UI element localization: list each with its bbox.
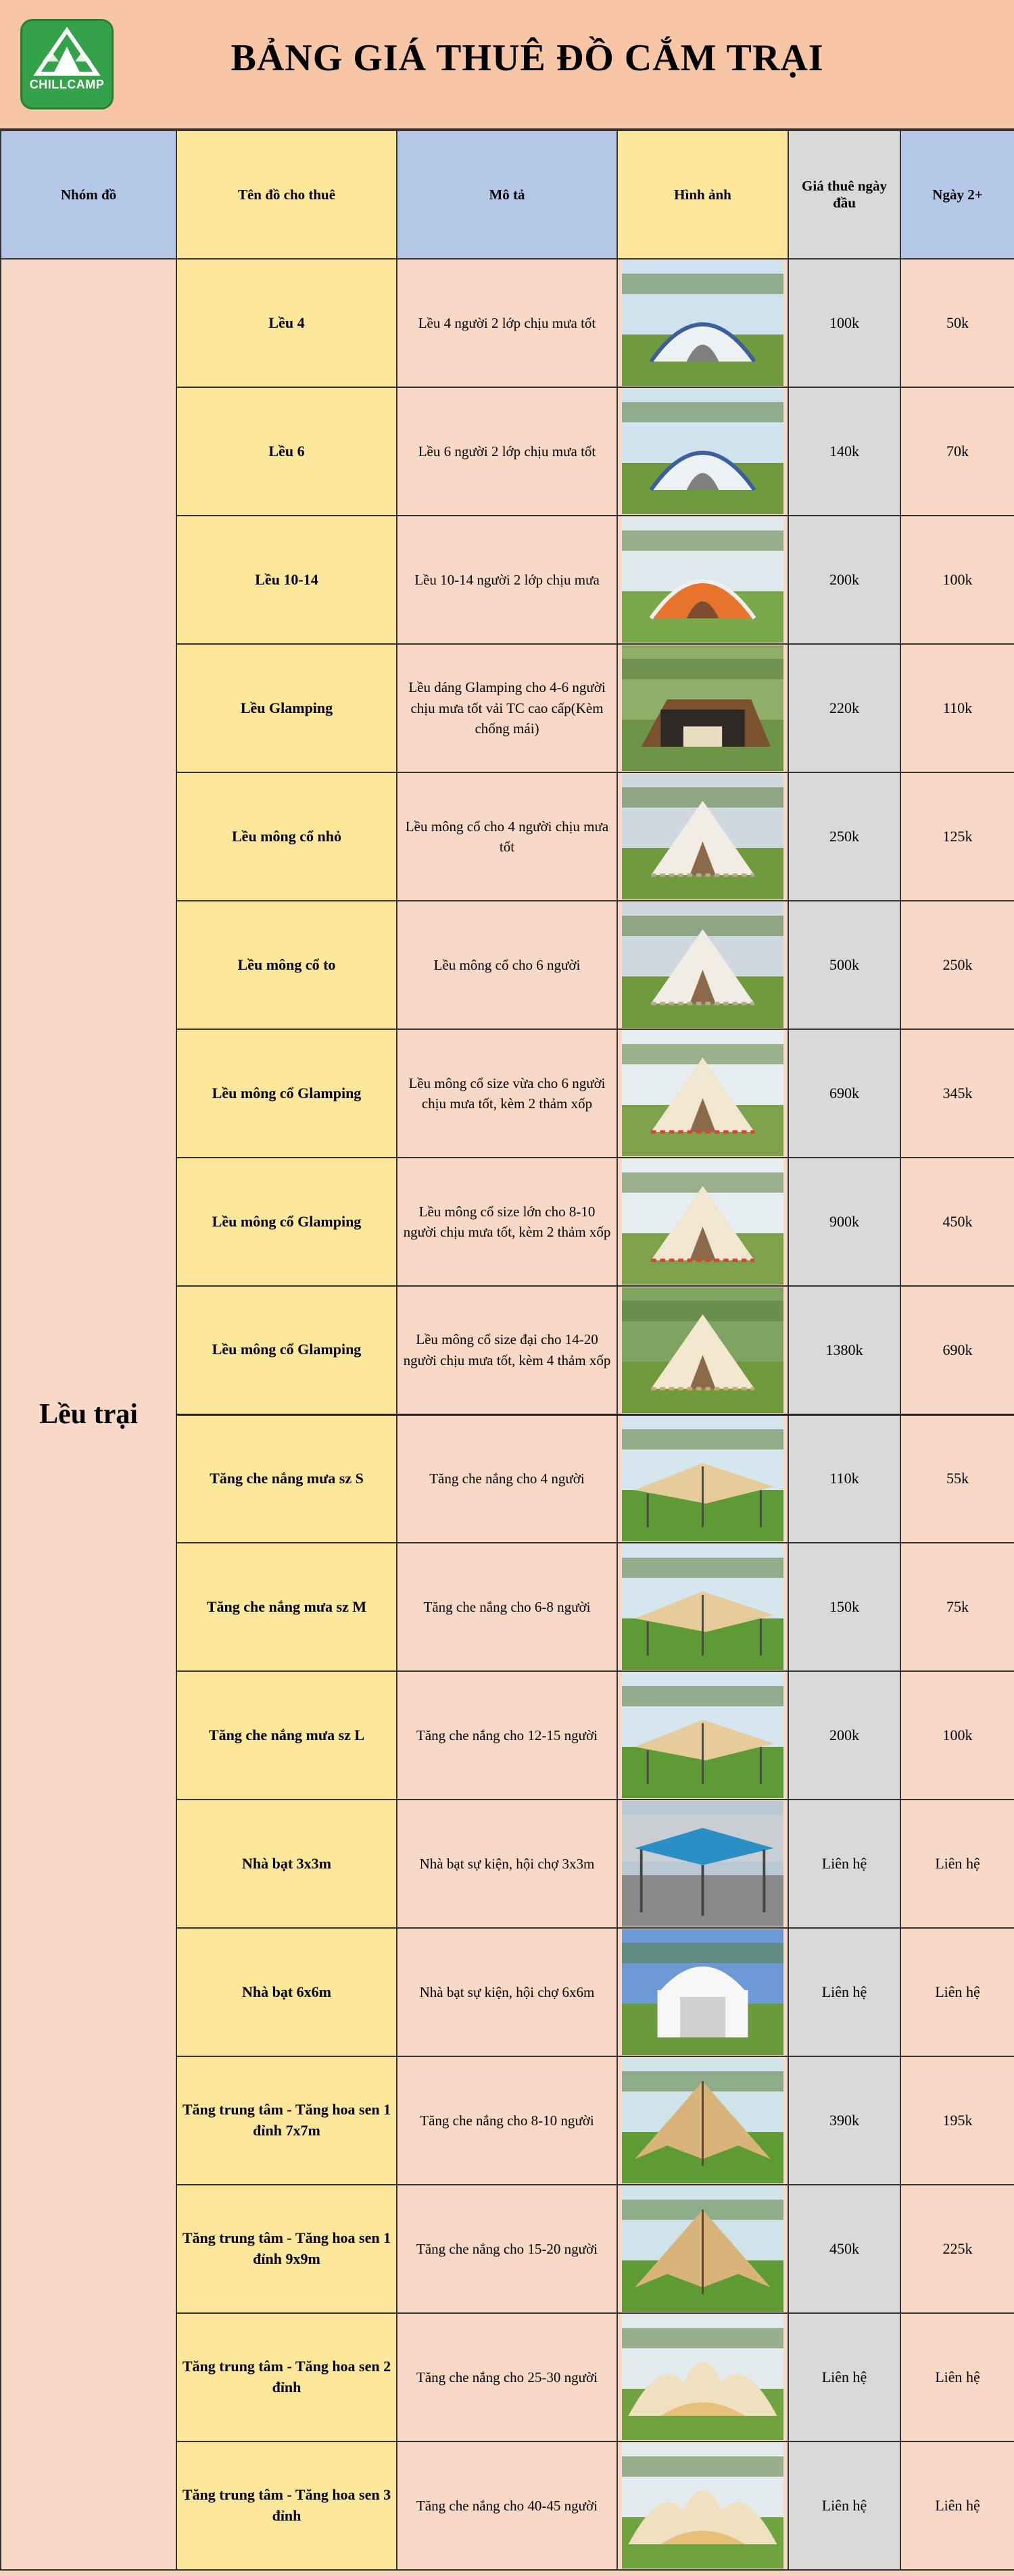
dome-tent-photo [617,259,788,387]
next-day-price: 70k [900,387,1014,516]
item-name: Lều Glamping [176,644,397,772]
tarp-photo [617,1414,788,1543]
item-name: Lều 6 [176,387,397,516]
glamping-tent-photo [617,644,788,772]
item-name: Lều mông cổ Glamping [176,1286,397,1414]
item-name: Lều mông cổ Glamping [176,1158,397,1286]
first-day-price: 110k [788,1414,900,1543]
item-description: Lều mông cổ cho 4 người chịu mưa tốt [397,772,617,901]
first-day-price: 100k [788,259,900,387]
item-description: Tăng che nắng cho 6-8 người [397,1543,617,1671]
next-day-price: 50k [900,259,1014,387]
next-day-price: 450k [900,1158,1014,1286]
item-description: Lều mông cổ cho 6 người [397,901,617,1029]
stretch-tent-photo [617,2313,788,2442]
first-day-price: 220k [788,644,900,772]
item-description: Nhà bạt sự kiện, hội chợ 3x3m [397,1800,617,1928]
item-name: Tăng trung tâm - Tăng hoa sen 2 đỉnh [176,2313,397,2442]
column-header-name: Tên đồ cho thuê [176,130,397,259]
item-description: Lều mông cổ size lớn cho 8-10 người chịu mưa tốt, kèm 2 thảm xốp [397,1158,617,1286]
first-day-price: 1380k [788,1286,900,1414]
column-header-first-day-price: Giá thuê ngày đầu [788,130,900,259]
bell-tent-decorated-photo [617,1158,788,1286]
item-name: Tăng trung tâm - Tăng hoa sen 1 đỉnh 9x9m [176,2185,397,2313]
column-header-group: Nhóm đồ [1,130,176,259]
tarp-photo [617,1543,788,1671]
item-description: Tăng che nắng cho 40-45 người [397,2442,617,2570]
next-day-price: 250k [900,901,1014,1029]
next-day-price: 110k [900,644,1014,772]
first-day-price: 150k [788,1543,900,1671]
item-name: Lều mông cổ to [176,901,397,1029]
item-name: Tăng trung tâm - Tăng hoa sen 1 đỉnh 7x7m [176,2056,397,2185]
item-description: Tăng che nắng cho 15-20 người [397,2185,617,2313]
first-day-price: 390k [788,2056,900,2185]
item-description: Lều 10-14 người 2 lớp chịu mưa [397,516,617,644]
item-name: Nhà bạt 6x6m [176,1928,397,2056]
item-description: Tăng che nắng cho 4 người [397,1414,617,1543]
first-day-price: 450k [788,2185,900,2313]
next-day-price: 125k [900,772,1014,901]
orange-tent-photo [617,516,788,644]
stretch-tent-photo [617,2442,788,2570]
next-day-price: 100k [900,1671,1014,1800]
item-description: Lều dáng Glamping cho 4-6 người chịu mưa tốt vải TC cao cấp(Kèm chống mái) [397,644,617,772]
next-day-price: Liên hệ [900,2313,1014,2442]
group-label: Lều trại [1,259,176,2570]
first-day-price: 250k [788,772,900,901]
item-name: Nhà bạt 3x3m [176,1800,397,1928]
item-name: Tăng che nắng mưa sz S [176,1414,397,1543]
item-name: Tăng che nắng mưa sz M [176,1543,397,1671]
next-day-price: 75k [900,1543,1014,1671]
pagoda-tent-photo [617,1928,788,2056]
first-day-price: 200k [788,1671,900,1800]
first-day-price: Liên hệ [788,2313,900,2442]
bell-tent-large-photo [617,1286,788,1414]
bell-tent-photo [617,772,788,901]
header-banner [0,0,1014,130]
item-description: Tăng che nắng cho 25-30 người [397,2313,617,2442]
first-day-price: 900k [788,1158,900,1286]
next-day-price: 55k [900,1414,1014,1543]
item-description: Tăng che nắng cho 12-15 người [397,1671,617,1800]
next-day-price: 225k [900,2185,1014,2313]
bell-tent-photo [617,901,788,1029]
next-day-price: 195k [900,2056,1014,2185]
item-description: Lều mông cổ size vừa cho 6 người chịu mưa tốt, kèm 2 thảm xốp [397,1029,617,1158]
next-day-price: Liên hệ [900,1928,1014,2056]
bell-tent-decorated-photo [617,1029,788,1158]
canopy-photo [617,1800,788,1928]
item-name: Tăng che nắng mưa sz L [176,1671,397,1800]
item-description: Nhà bạt sự kiện, hội chợ 6x6m [397,1928,617,2056]
first-day-price: 690k [788,1029,900,1158]
next-day-price: 100k [900,516,1014,644]
first-day-price: Liên hệ [788,1928,900,2056]
first-day-price: Liên hệ [788,1800,900,1928]
column-header-description: Mô tả [397,130,617,259]
tarp-photo [617,1671,788,1800]
item-description: Lều 4 người 2 lớp chịu mưa tốt [397,259,617,387]
first-day-price: 200k [788,516,900,644]
item-description: Lều 6 người 2 lớp chịu mưa tốt [397,387,617,516]
item-description: Lều mông cổ size đại cho 14-20 người chịu mưa tốt, kèm 4 thảm xốp [397,1286,617,1414]
next-day-price: Liên hệ [900,2442,1014,2570]
item-name: Tăng trung tâm - Tăng hoa sen 3 đỉnh [176,2442,397,2570]
star-tarp-photo [617,2185,788,2313]
table-row [1,259,1014,387]
item-name: Lều mông cổ nhỏ [176,772,397,901]
column-header-next-day-price: Ngày 2+ [900,130,1014,259]
dome-tent-photo [617,387,788,516]
price-table [0,130,1014,2571]
star-tarp-photo [617,2056,788,2185]
page-title: BẢNG GIÁ THUÊ ĐỒ CẮM TRẠI [231,37,824,79]
next-day-price: 345k [900,1029,1014,1158]
first-day-price: Liên hệ [788,2442,900,2570]
logo-text: CHILLCAMP [29,78,105,91]
item-name: Lều 10-14 [176,516,397,644]
item-name: Lều mông cổ Glamping [176,1029,397,1158]
next-day-price: 690k [900,1286,1014,1414]
first-day-price: 140k [788,387,900,516]
column-header-image: Hình ảnh [617,130,788,259]
item-name: Lều 4 [176,259,397,387]
item-description: Tăng che nắng cho 8-10 người [397,2056,617,2185]
first-day-price: 500k [788,901,900,1029]
next-day-price: Liên hệ [900,1800,1014,1928]
